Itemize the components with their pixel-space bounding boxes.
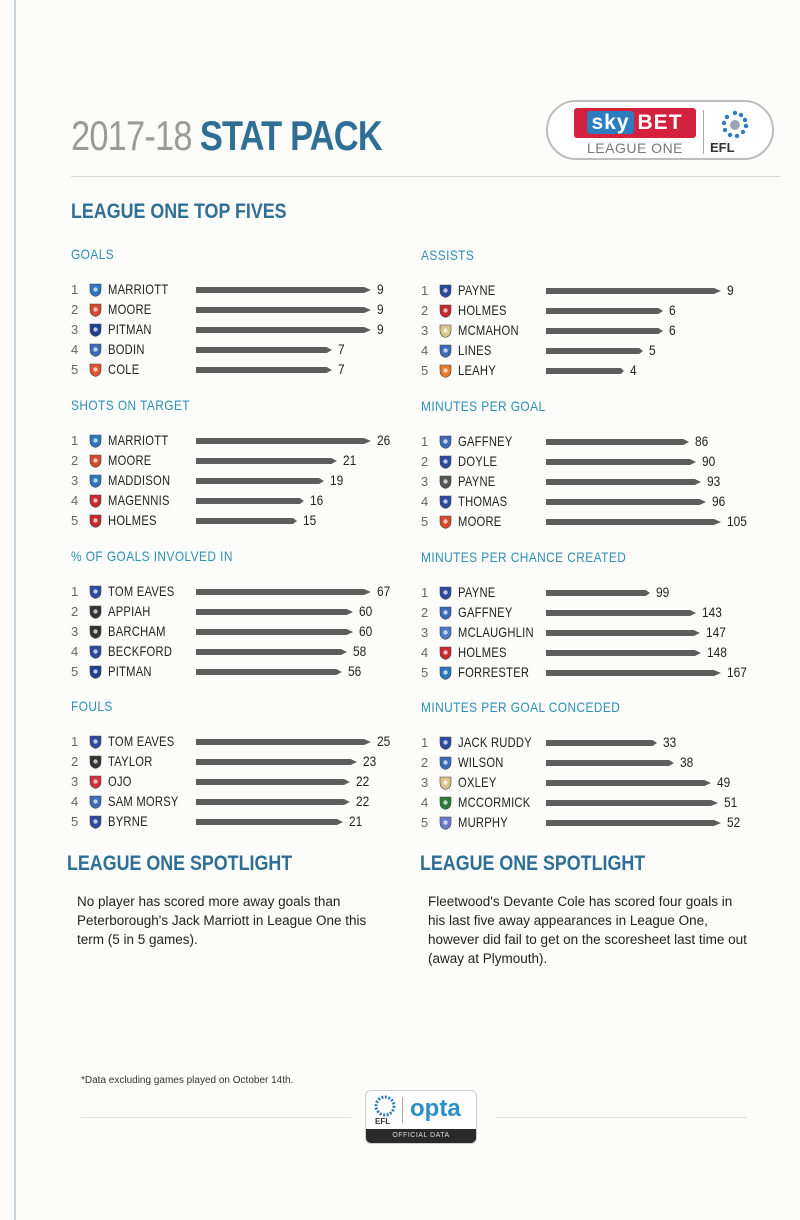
rank-number: 5 xyxy=(421,815,429,830)
stat-bar xyxy=(546,590,650,596)
club-crest-icon xyxy=(439,495,452,509)
player-name: PITMAN xyxy=(108,663,152,679)
stat-bar xyxy=(196,287,371,293)
stat-value: 105 xyxy=(727,513,747,529)
stat-row xyxy=(71,732,411,752)
stat-block-title: MINUTES PER GOAL CONCEDED xyxy=(421,699,621,715)
rank-number: 3 xyxy=(421,625,429,640)
stat-value: 90 xyxy=(702,453,716,469)
stat-value: 58 xyxy=(353,643,367,659)
player-name: PAYNE xyxy=(458,473,496,489)
opta-divider xyxy=(402,1097,403,1123)
rank-number: 4 xyxy=(421,645,429,660)
stat-row xyxy=(71,471,411,491)
stat-block-title: GOALS xyxy=(71,246,115,262)
stat-row xyxy=(71,752,411,772)
stat-rows xyxy=(71,280,411,380)
stat-row xyxy=(421,341,761,361)
rank-number: 5 xyxy=(421,363,429,378)
stat-rows xyxy=(71,431,411,531)
club-crest-icon xyxy=(89,775,102,789)
stat-bar xyxy=(196,438,371,444)
stat-bar xyxy=(196,458,337,464)
stat-row xyxy=(71,511,411,531)
opta-logo xyxy=(365,1090,477,1144)
player-name: BODIN xyxy=(108,341,145,357)
stat-row xyxy=(71,602,411,622)
stat-value: 21 xyxy=(349,813,363,829)
player-name: LINES xyxy=(458,342,492,358)
stat-pack-title: STAT PACK xyxy=(199,112,382,159)
stat-value: 26 xyxy=(377,432,391,448)
club-crest-icon xyxy=(439,344,452,358)
player-name: MOORE xyxy=(108,452,152,468)
stat-value: 147 xyxy=(706,624,726,640)
footer-rule-left xyxy=(81,1117,351,1118)
stat-block-title: ASSISTS xyxy=(421,247,475,263)
stat-bar xyxy=(546,308,663,314)
rank-number: 1 xyxy=(71,734,79,749)
stat-bar xyxy=(196,609,353,615)
stat-row xyxy=(421,361,761,381)
club-crest-icon xyxy=(89,494,102,508)
stat-value: 22 xyxy=(356,793,370,809)
stat-value: 7 xyxy=(338,341,345,357)
stat-row xyxy=(421,301,761,321)
stat-block-minutes-per-goal-conceded xyxy=(421,699,761,833)
rank-number: 5 xyxy=(71,513,79,528)
stat-pack-page xyxy=(14,0,800,1220)
stat-value: 4 xyxy=(630,362,637,378)
stat-value: 51 xyxy=(724,794,738,810)
club-crest-icon xyxy=(89,454,102,468)
stat-block-goals xyxy=(71,246,411,380)
rank-number: 2 xyxy=(71,453,79,468)
stat-block-fouls xyxy=(71,698,411,832)
stat-bar xyxy=(546,348,643,354)
stat-row xyxy=(421,603,761,623)
player-name: OJO xyxy=(108,773,132,789)
stat-value: 143 xyxy=(702,604,722,620)
stat-row xyxy=(71,491,411,511)
club-crest-icon xyxy=(439,364,452,378)
stat-row xyxy=(71,662,411,682)
player-name: GAFFNEY xyxy=(458,433,513,449)
stat-row xyxy=(71,360,411,380)
player-name: THOMAS xyxy=(458,493,508,509)
stat-row xyxy=(71,772,411,792)
club-crest-icon xyxy=(439,646,452,660)
stat-bar xyxy=(546,610,696,616)
stat-value: 49 xyxy=(717,774,731,790)
player-name: HOLMES xyxy=(458,302,507,318)
spotlight-right-title: LEAGUE ONE SPOTLIGHT xyxy=(420,852,646,875)
player-name: MAGENNIS xyxy=(108,492,170,508)
stat-row xyxy=(421,321,761,341)
efl-badge-icon xyxy=(718,108,752,142)
rank-number: 2 xyxy=(421,605,429,620)
stat-bar xyxy=(196,307,371,313)
sponsor-divider xyxy=(703,110,704,154)
sponsor-logo xyxy=(546,100,774,160)
stat-value: 25 xyxy=(377,733,391,749)
stat-bar xyxy=(546,499,706,505)
rank-number: 1 xyxy=(421,283,429,298)
stat-value: 21 xyxy=(343,452,357,468)
player-name: TOM EAVES xyxy=(108,583,175,599)
stat-bar xyxy=(196,367,332,373)
stat-row xyxy=(421,472,761,492)
player-name: HOLMES xyxy=(108,512,157,528)
stat-bar xyxy=(196,347,332,353)
player-name: HOLMES xyxy=(458,644,507,660)
rank-number: 1 xyxy=(71,282,79,297)
rank-number: 2 xyxy=(71,754,79,769)
player-name: PITMAN xyxy=(108,321,152,337)
club-crest-icon xyxy=(439,666,452,680)
stat-row xyxy=(71,642,411,662)
club-crest-icon xyxy=(439,435,452,449)
rank-number: 5 xyxy=(421,514,429,529)
league-one-label: LEAGUE ONE xyxy=(586,140,684,156)
stat-value: 9 xyxy=(727,282,734,298)
rank-number: 5 xyxy=(71,664,79,679)
club-crest-icon xyxy=(439,475,452,489)
rank-number: 4 xyxy=(421,343,429,358)
stat-row xyxy=(421,583,761,603)
efl-mini-label: EFL xyxy=(375,1117,391,1126)
rank-number: 4 xyxy=(421,795,429,810)
stat-rows xyxy=(421,583,761,683)
player-name: MOORE xyxy=(458,513,502,529)
stat-bar xyxy=(546,519,721,525)
efl-label: EFL xyxy=(710,140,735,155)
club-crest-icon xyxy=(89,514,102,528)
stat-bar xyxy=(196,629,353,635)
stat-value: 38 xyxy=(680,754,694,770)
stat-value: 6 xyxy=(669,302,676,318)
header-divider xyxy=(71,176,780,177)
club-crest-icon xyxy=(89,283,102,297)
player-name: MARRIOTT xyxy=(108,432,169,448)
stat-row xyxy=(71,280,411,300)
player-name: MOORE xyxy=(108,301,152,317)
stat-block-of-goals-involved-in xyxy=(71,548,411,682)
rank-number: 5 xyxy=(71,362,79,377)
season-year: 2017-18 xyxy=(71,112,192,159)
rank-number: 1 xyxy=(71,584,79,599)
stat-bar xyxy=(546,670,721,676)
rank-number: 4 xyxy=(71,342,79,357)
club-crest-icon xyxy=(439,816,452,830)
stat-bar xyxy=(196,478,324,484)
spotlight-right-text: Fleetwood's Devante Cole has scored four goals in his last five away appearances in League One, however did fail to get on the scoresheet last time out (away at Plymouth). xyxy=(428,894,747,966)
stat-bar xyxy=(546,650,701,656)
rank-number: 2 xyxy=(421,303,429,318)
stat-value: 56 xyxy=(348,663,362,679)
stat-bar xyxy=(546,800,718,806)
stat-value: 67 xyxy=(377,583,391,599)
stat-value: 33 xyxy=(663,734,677,750)
stat-block-title: SHOTS ON TARGET xyxy=(71,397,190,413)
player-name: APPIAH xyxy=(108,603,151,619)
club-crest-icon xyxy=(439,776,452,790)
player-name: WILSON xyxy=(458,754,504,770)
stat-value: 99 xyxy=(656,584,670,600)
stat-row xyxy=(421,793,761,813)
club-crest-icon xyxy=(439,324,452,338)
stat-value: 9 xyxy=(377,321,384,337)
club-crest-icon xyxy=(439,455,452,469)
stat-bar xyxy=(196,819,343,825)
stat-rows xyxy=(71,582,411,682)
stat-bar xyxy=(546,740,657,746)
player-name: MURPHY xyxy=(458,814,508,830)
stat-row xyxy=(421,452,761,472)
stat-rows xyxy=(421,281,761,381)
stat-row xyxy=(71,300,411,320)
rank-number: 1 xyxy=(421,585,429,600)
stat-rows xyxy=(421,432,761,532)
stat-bar xyxy=(546,820,721,826)
club-crest-icon xyxy=(439,586,452,600)
rank-number: 3 xyxy=(71,624,79,639)
rank-number: 3 xyxy=(71,774,79,789)
club-crest-icon xyxy=(439,304,452,318)
stat-value: 23 xyxy=(363,753,377,769)
player-name: COLE xyxy=(108,361,140,377)
stat-block-title: MINUTES PER GOAL xyxy=(421,398,546,414)
club-crest-icon xyxy=(89,363,102,377)
club-crest-icon xyxy=(89,625,102,639)
player-name: GAFFNEY xyxy=(458,604,513,620)
club-crest-icon xyxy=(89,815,102,829)
stat-bar xyxy=(546,780,711,786)
club-crest-icon xyxy=(89,755,102,769)
rank-number: 3 xyxy=(71,473,79,488)
player-name: FORRESTER xyxy=(458,664,530,680)
stat-value: 60 xyxy=(359,623,373,639)
player-name: MCCORMICK xyxy=(458,794,531,810)
footer-rule-right xyxy=(496,1117,746,1118)
player-name: BYRNE xyxy=(108,813,148,829)
stat-block-assists xyxy=(421,247,761,381)
stat-row xyxy=(421,281,761,301)
stat-row xyxy=(421,492,761,512)
opta-wordmark: opta xyxy=(410,1095,461,1122)
stat-bar xyxy=(196,799,350,805)
club-crest-icon xyxy=(439,756,452,770)
club-crest-icon xyxy=(89,605,102,619)
stat-row xyxy=(71,320,411,340)
player-name: LEAHY xyxy=(458,362,496,378)
rank-number: 1 xyxy=(421,434,429,449)
stat-bar xyxy=(546,760,674,766)
player-name: PAYNE xyxy=(458,282,496,298)
rank-number: 5 xyxy=(71,814,79,829)
spotlight-left-title: LEAGUE ONE SPOTLIGHT xyxy=(67,852,293,875)
stat-bar xyxy=(196,589,371,595)
section-title: LEAGUE ONE TOP FIVES xyxy=(71,200,287,223)
stat-bar xyxy=(546,630,700,636)
club-crest-icon xyxy=(89,434,102,448)
stat-block-minutes-per-goal xyxy=(421,398,761,532)
stat-bar xyxy=(196,498,304,504)
stat-bar xyxy=(196,759,357,765)
stat-block-shots-on-target xyxy=(71,397,411,531)
stat-rows xyxy=(421,733,761,833)
club-crest-icon xyxy=(439,796,452,810)
stat-row xyxy=(421,623,761,643)
footnote: *Data excluding games played on October 14th. xyxy=(81,1075,294,1086)
stat-bar xyxy=(546,288,721,294)
stat-value: 86 xyxy=(695,433,709,449)
stat-block-title: MINUTES PER CHANCE CREATED xyxy=(421,549,627,565)
stat-block-minutes-per-chance-created xyxy=(421,549,761,683)
efl-mini-icon xyxy=(374,1095,396,1117)
club-crest-icon xyxy=(89,323,102,337)
stat-value: 148 xyxy=(707,644,727,660)
stat-value: 5 xyxy=(649,342,656,358)
official-data-label: OFFICIAL DATA xyxy=(366,1129,476,1143)
player-name: PAYNE xyxy=(458,584,496,600)
spotlight-left-text: No player has scored more away goals than Peterborough's Jack Marriott in League One this term (5 in 5 games). xyxy=(77,894,367,947)
player-name: MCMAHON xyxy=(458,322,519,338)
club-crest-icon xyxy=(439,515,452,529)
stat-row xyxy=(421,813,761,833)
stat-row xyxy=(71,792,411,812)
stat-bar xyxy=(196,669,342,675)
club-crest-icon xyxy=(89,343,102,357)
stat-row xyxy=(71,340,411,360)
rank-number: 1 xyxy=(421,735,429,750)
page-title xyxy=(71,112,382,160)
club-crest-icon xyxy=(89,735,102,749)
stat-value: 7 xyxy=(338,361,345,377)
stat-value: 16 xyxy=(310,492,324,508)
rank-number: 5 xyxy=(421,665,429,680)
player-name: MARRIOTT xyxy=(108,281,169,297)
sky-bet-logo: sky BET xyxy=(574,108,696,138)
club-crest-icon xyxy=(89,645,102,659)
player-name: TOM EAVES xyxy=(108,733,175,749)
stat-row xyxy=(421,512,761,532)
rank-number: 3 xyxy=(421,775,429,790)
stat-bar xyxy=(546,459,696,465)
stat-value: 22 xyxy=(356,773,370,789)
player-name: MCLAUGHLIN xyxy=(458,624,534,640)
club-crest-icon xyxy=(89,795,102,809)
club-crest-icon xyxy=(439,284,452,298)
club-crest-icon xyxy=(89,585,102,599)
stat-bar xyxy=(196,779,350,785)
club-crest-icon xyxy=(89,303,102,317)
stat-bar xyxy=(546,439,689,445)
stat-row xyxy=(421,643,761,663)
rank-number: 4 xyxy=(421,494,429,509)
stat-value: 60 xyxy=(359,603,373,619)
player-name: TAYLOR xyxy=(108,753,153,769)
player-name: OXLEY xyxy=(458,774,497,790)
stat-block-title: FOULS xyxy=(71,698,113,714)
club-crest-icon xyxy=(89,474,102,488)
stat-bar xyxy=(196,327,371,333)
stat-row xyxy=(421,773,761,793)
player-name: JACK RUDDY xyxy=(458,734,532,750)
stat-bar xyxy=(546,328,663,334)
stat-row xyxy=(71,431,411,451)
club-crest-icon xyxy=(439,626,452,640)
stat-value: 96 xyxy=(712,493,726,509)
stat-rows xyxy=(71,732,411,832)
player-name: BECKFORD xyxy=(108,643,173,659)
stat-bar xyxy=(196,649,347,655)
club-crest-icon xyxy=(439,606,452,620)
player-name: DOYLE xyxy=(458,453,498,469)
stat-row xyxy=(71,812,411,832)
stat-row xyxy=(71,622,411,642)
club-crest-icon xyxy=(439,736,452,750)
rank-number: 2 xyxy=(421,454,429,469)
stat-bar xyxy=(196,518,297,524)
player-name: MADDISON xyxy=(108,472,171,488)
rank-number: 4 xyxy=(71,493,79,508)
stat-row xyxy=(71,582,411,602)
stat-value: 6 xyxy=(669,322,676,338)
stat-row xyxy=(421,753,761,773)
stat-row xyxy=(421,432,761,452)
rank-number: 4 xyxy=(71,794,79,809)
rank-number: 2 xyxy=(71,604,79,619)
stat-bar xyxy=(196,739,371,745)
stat-value: 15 xyxy=(303,512,317,528)
rank-number: 2 xyxy=(421,755,429,770)
rank-number: 1 xyxy=(71,433,79,448)
player-name: SAM MORSY xyxy=(108,793,179,809)
stat-value: 19 xyxy=(330,472,344,488)
stat-bar xyxy=(546,479,701,485)
stat-bar xyxy=(546,368,624,374)
rank-number: 3 xyxy=(421,474,429,489)
stat-value: 167 xyxy=(727,664,747,680)
stat-row xyxy=(421,663,761,683)
stat-value: 52 xyxy=(727,814,741,830)
stat-row xyxy=(421,733,761,753)
rank-number: 2 xyxy=(71,302,79,317)
player-name: BARCHAM xyxy=(108,623,166,639)
rank-number: 3 xyxy=(421,323,429,338)
stat-value: 9 xyxy=(377,301,384,317)
stat-value: 9 xyxy=(377,281,384,297)
stat-row xyxy=(71,451,411,471)
rank-number: 4 xyxy=(71,644,79,659)
stat-block-title: % OF GOALS INVOLVED IN xyxy=(71,548,233,564)
rank-number: 3 xyxy=(71,322,79,337)
stat-value: 93 xyxy=(707,473,721,489)
club-crest-icon xyxy=(89,665,102,679)
